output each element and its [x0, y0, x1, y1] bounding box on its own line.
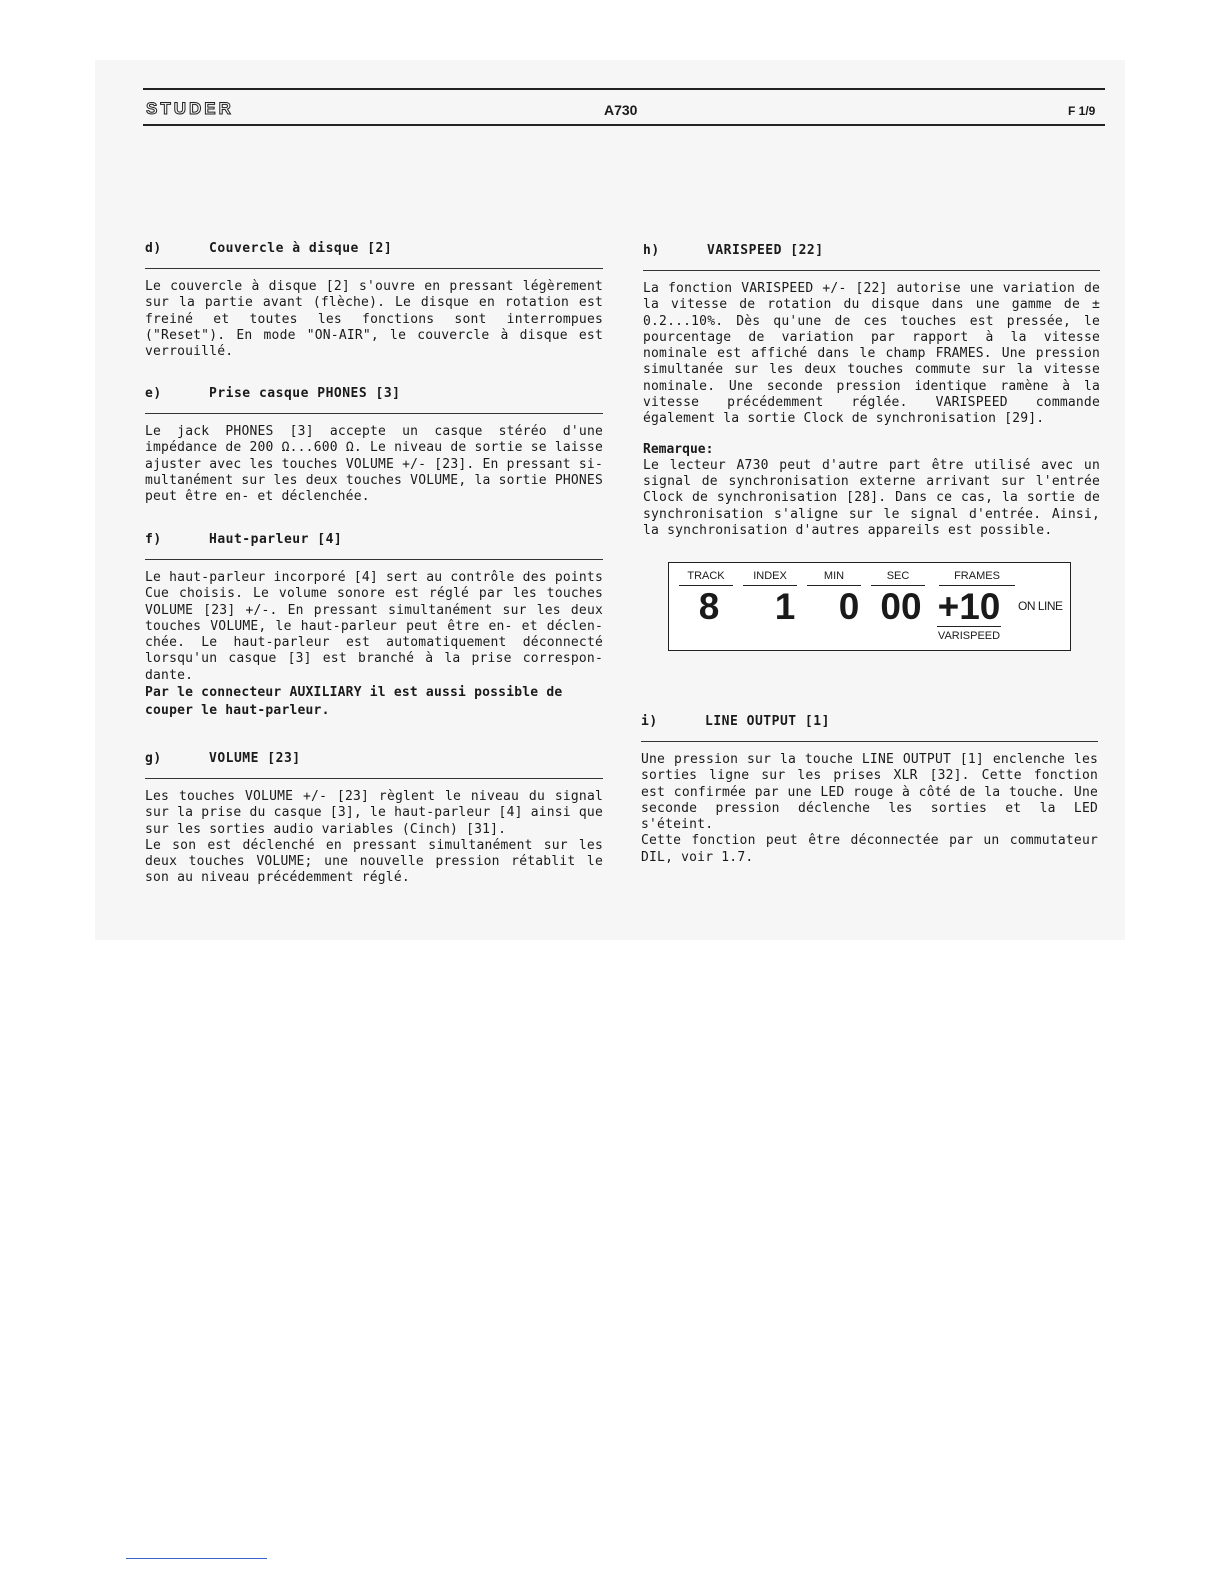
section-heading: [643, 243, 1100, 271]
section-title: VARISPEED [22]: [707, 243, 824, 258]
section-letter: h): [643, 243, 660, 258]
display-value-sec: 00: [880, 586, 922, 627]
section-title: Haut-parleur [4]: [209, 532, 343, 547]
display-value-frames: +10: [937, 586, 1001, 627]
section-title: VOLUME [23]: [209, 751, 301, 766]
section-letter: e): [145, 386, 162, 401]
display-label-min: MIN: [807, 570, 861, 586]
remark-label: Remarque:: [643, 441, 714, 457]
section-f: [145, 532, 603, 720]
section-e: [145, 386, 603, 505]
section-letter: d): [145, 241, 162, 256]
section-body: Cette fonction peut être déconnectée par un commutateur DIL, voir 1.7.: [641, 833, 1098, 865]
section-body: La fonction VARISPEED +/- [22] autorise une variation de la vitesse de rotation du disque dans une gamme de ± 0.2...10%. Dès qu'une de ces touches est pressée, le pourcentage de variation par rapport à la vitesse nominale est affiché dans le champ FRAMES. Une pression simultanée sur les deux touches commute sur la vitesse nominale. Une seconde pression identique ramène à la vitesse précédemment réglée. VARISPEED commande également la sortie Clock de synchronisation [29].: [643, 281, 1100, 427]
section-letter: g): [145, 751, 162, 766]
section-title: Prise casque PHONES [3]: [209, 386, 401, 401]
section-body: Le jack PHONES [3] accepte un casque stéréo d'une impédance de 200 Ω...600 Ω. Le niveau de sortie se laisse ajuster avec les touches VOLUME +/- [23]. En pressant si-multanément sur les deux touches VOLUME, la sortie PHONES peut être en- et déclenchée.: [145, 424, 603, 505]
section-heading: [145, 751, 603, 779]
section-g: [145, 751, 603, 887]
header-rule-bottom: [143, 124, 1105, 126]
header-rule-top: [143, 88, 1105, 90]
page-number: F 1/9: [1068, 104, 1096, 118]
display-value-track: 8: [698, 586, 720, 627]
display-value-index: 1: [774, 586, 796, 627]
display-value-min: 0: [838, 586, 860, 627]
section-body: Les touches VOLUME +/- [23] règlent le niveau du signal sur la prise du casque [3], le haut-parleur [4] ainsi que sur les sorties audio variables (Cinch) [31].: [145, 789, 603, 837]
section-body: Le couvercle à disque [2] s'ouvre en pressant légèrement sur la partie avant (flèche). Le disque en rotation est freiné et toutes les fonctions sont interrompues ("Reset"). En mode "ON-AIR", le couvercle à disque est verrouillé.: [145, 279, 603, 360]
section-body: Une pression sur la touche LINE OUTPUT [1] enclenche les sorties ligne sur les prises XLR [32]. Cette fonction est confirmée par une LED rouge à côté de la touche. Une seconde pression déclenche les sorties et la LED s'éteint.: [641, 752, 1098, 833]
remark-body: Le lecteur A730 peut d'autre part être utilisé avec un signal de synchronisation externe arrivant sur l'entrée Clock de synchronisation [28]. Dans ce cas, la sortie de synchronisation s'aligne sur le signal d'entrée. Ainsi, la synchronisation d'autres appareils est possible.: [643, 457, 1100, 538]
display-varispeed-label: VARISPEED: [937, 626, 1001, 642]
footnote-rule: [126, 1558, 267, 1559]
display-label-sec: SEC: [871, 570, 925, 586]
cd-player-display: [668, 562, 1071, 651]
section-title: Couvercle à disque [2]: [209, 241, 393, 256]
section-title: LINE OUTPUT [1]: [705, 714, 830, 729]
brand-logo: STUDER: [146, 99, 234, 118]
section-h: [643, 243, 1100, 539]
display-label-index: INDEX: [743, 570, 797, 586]
model-name: A730: [604, 102, 638, 118]
section-letter: i): [641, 714, 658, 729]
section-i: [641, 714, 1098, 866]
section-heading: [145, 532, 603, 560]
section-heading: [145, 386, 603, 414]
display-online-indicator: ON LINE: [1018, 599, 1063, 613]
section-heading: [145, 241, 603, 269]
section-note: Par le connecteur AUXILIARY il est aussi possible de couper le haut-parleur.: [145, 685, 563, 719]
section-d: [145, 241, 603, 360]
section-letter: f): [145, 532, 162, 547]
display-label-frames: FRAMES: [939, 570, 1015, 586]
display-label-track: TRACK: [679, 570, 733, 586]
section-body: Le haut-parleur incorporé [4] sert au contrôle des points Cue choisis. Le volume sonore est réglé par les touches VOLUME [23] +/-. En pressant simultanément sur les deux touches VOLUME, le haut-parleur peut être en- et déclen-chée. Le haut-parleur est automatiquement déconnecté lorsqu'un casque [3] est branché à la prise correspon-dante.: [145, 570, 603, 683]
section-heading: [641, 714, 1098, 742]
section-body: Le son est déclenché en pressant simultanément sur les deux touches VOLUME; une nouvelle pression rétablit le son au niveau précédemment réglé.: [145, 837, 603, 886]
